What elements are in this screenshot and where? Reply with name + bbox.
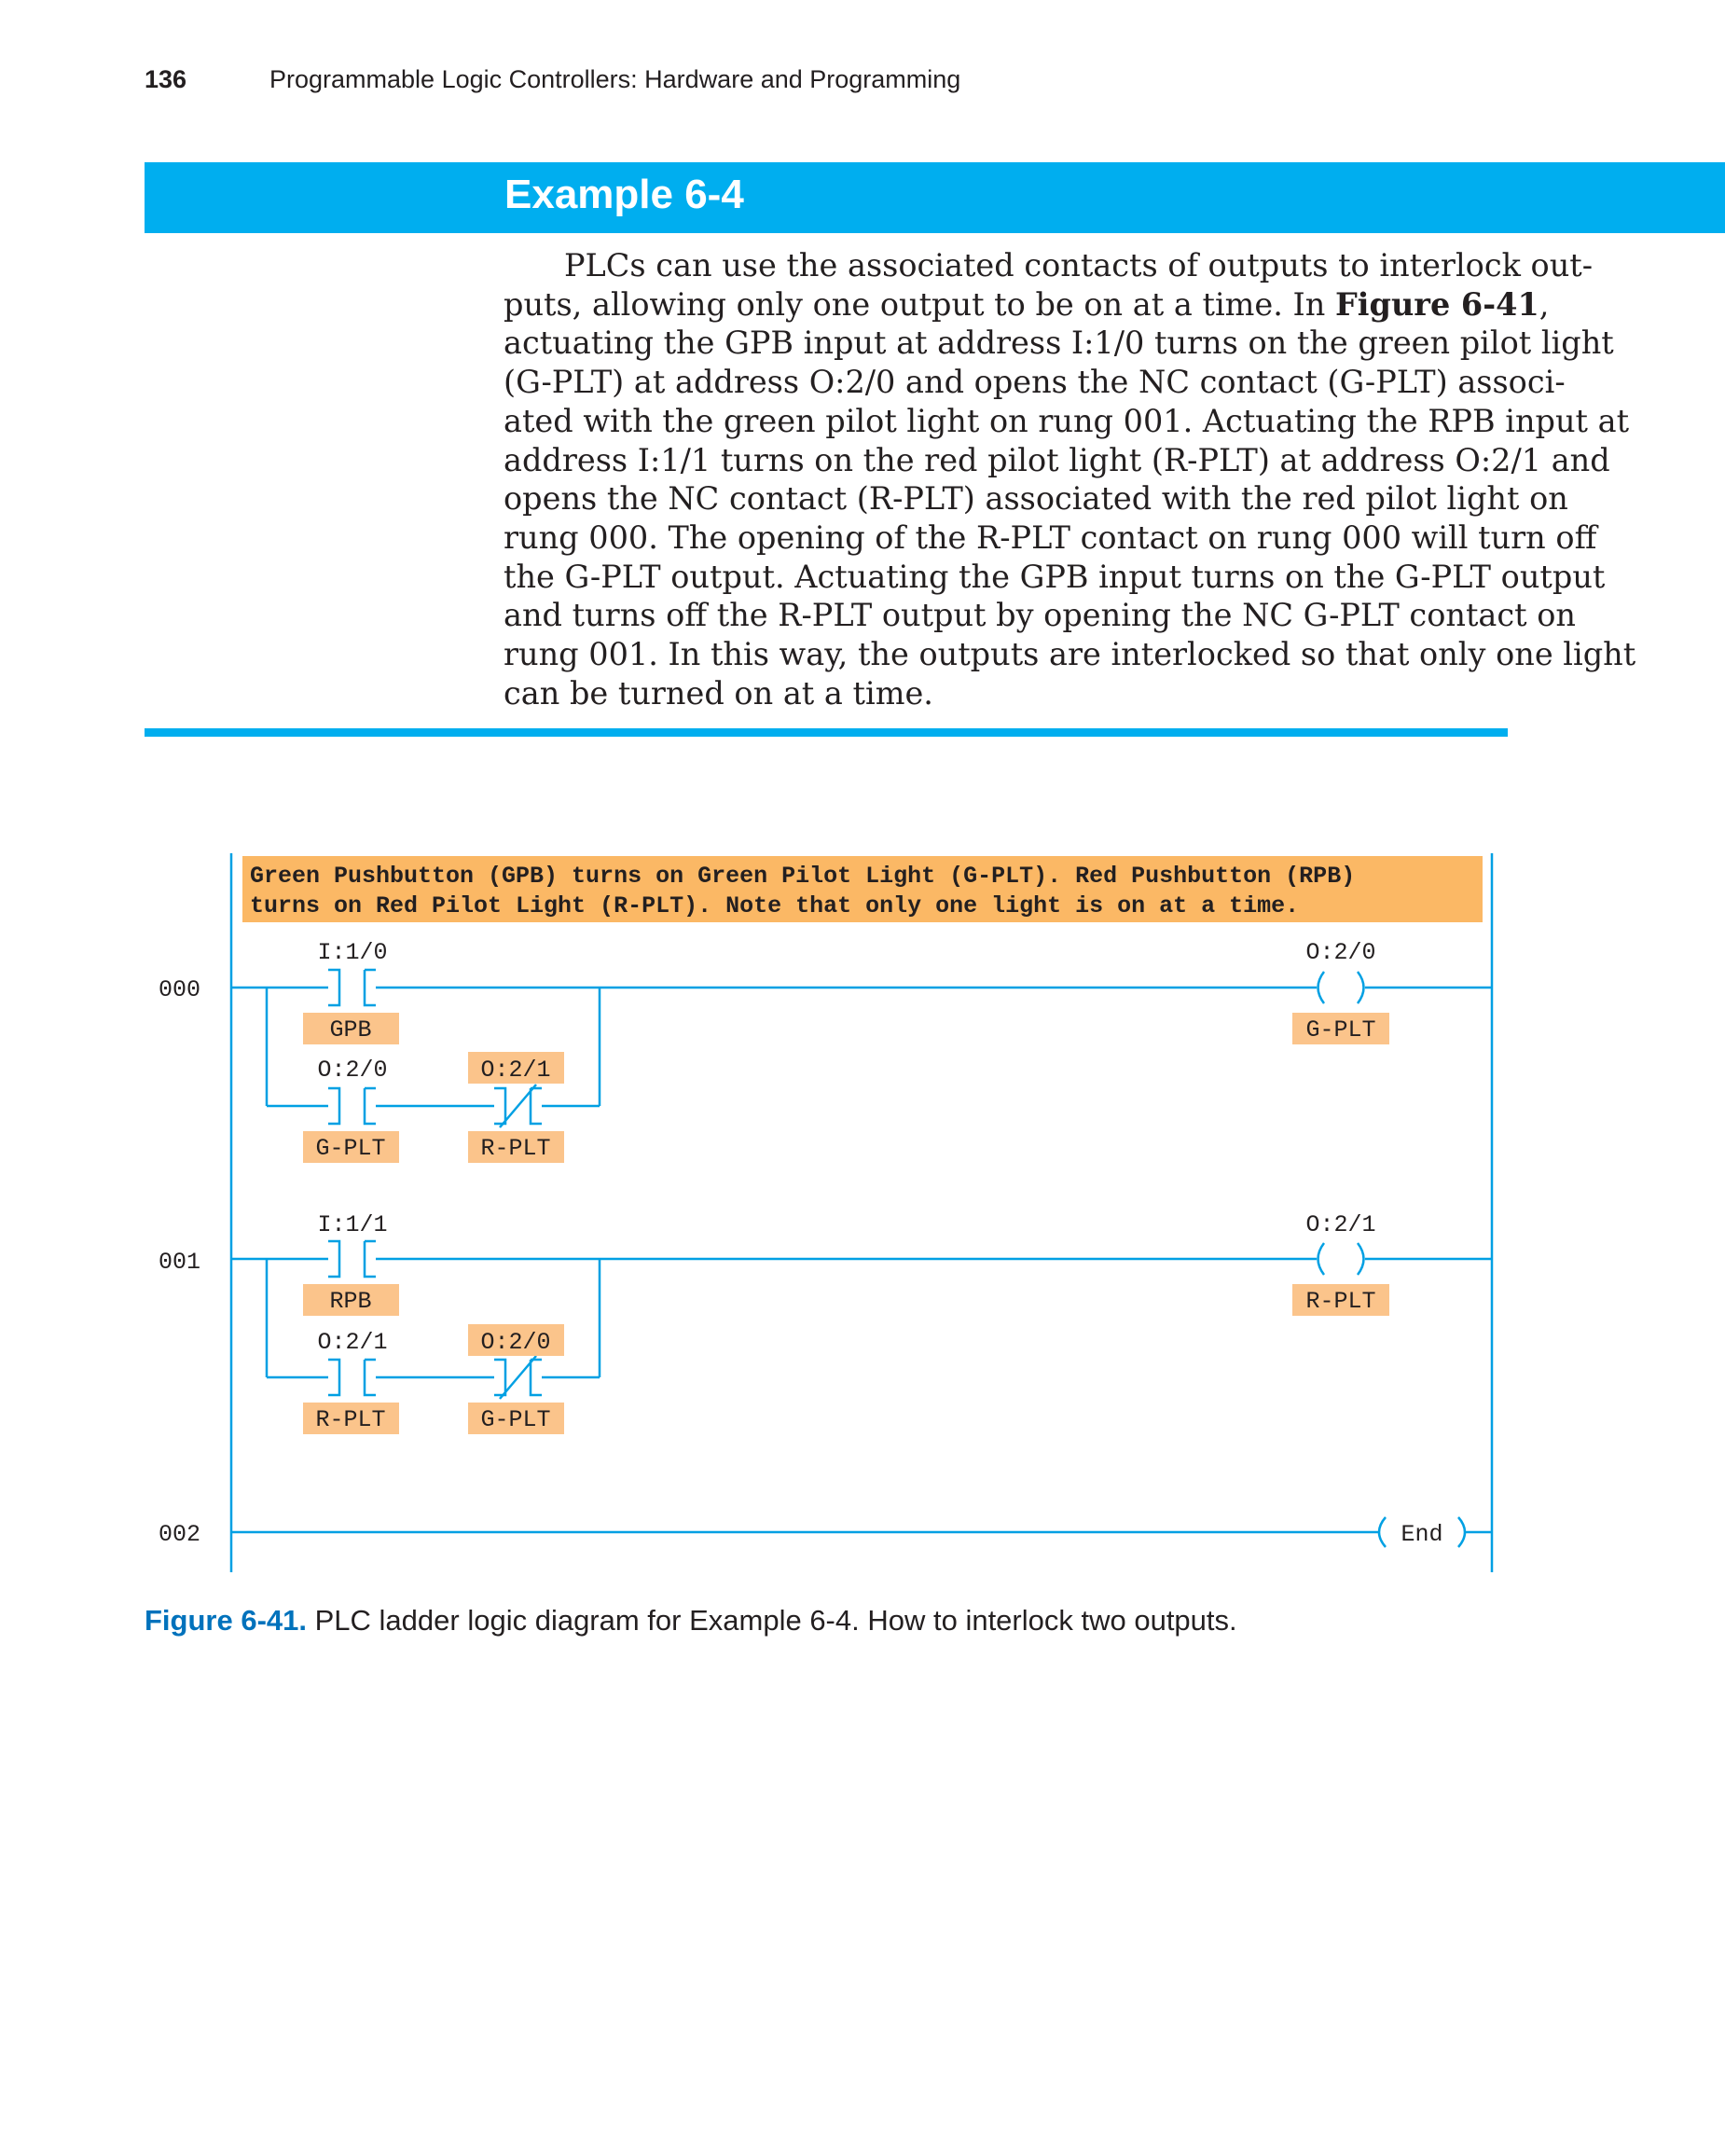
contact-tag: RPB: [329, 1288, 372, 1315]
contact-address: O:2/0: [317, 1057, 388, 1084]
paragraph-line: puts, allowing only one output to be on at a time. In Figure 6-41,: [504, 285, 1550, 323]
contact-no-g-plt: [303, 1057, 399, 1163]
coil-tag: G-PLT: [1305, 1016, 1376, 1043]
paragraph-line: ated with the green pilot light on rung 001. Actuating the RPB input at: [504, 402, 1630, 439]
figure-label: Figure 6-41.: [145, 1604, 307, 1637]
paragraph-line: and turns off the R-PLT output by opening the NC G-PLT contact on: [504, 597, 1576, 634]
contact-tag: G-PLT: [315, 1135, 386, 1162]
coil-r-plt: [1292, 1211, 1389, 1316]
contact-address: O:2/1: [317, 1329, 388, 1356]
contact-address: I:1/0: [317, 939, 388, 966]
rung-001: [159, 1211, 1492, 1434]
rung-number: 002: [159, 1521, 201, 1548]
rung-number: 000: [159, 976, 201, 1003]
paragraph-line: the G-PLT output. Actuating the GPB input turns on the G-PLT output: [504, 558, 1606, 595]
contact-address: O:2/0: [480, 1329, 551, 1356]
paragraph-line: address I:1/1 turns on the red pilot light (R-PLT) at address O:2/1 and: [504, 441, 1610, 478]
rung-comment-line-2: turns on Red Pilot Light (R-PLT). Note that only one light is on at a time.: [250, 892, 1300, 919]
contact-nc-g-plt: [468, 1324, 564, 1434]
contact-tag: G-PLT: [480, 1406, 551, 1433]
contact-no-r-plt: [303, 1329, 399, 1434]
coil-address: O:2/1: [1305, 1211, 1376, 1238]
running-title: Programmable Logic Controllers: Hardware and Programming: [269, 65, 961, 93]
figure-caption: [145, 1604, 1237, 1638]
end-instruction: [1379, 1517, 1465, 1548]
page-number: 136: [145, 65, 187, 93]
contact-nc-r-plt: [468, 1052, 564, 1163]
example-title: Example 6-4: [504, 172, 744, 217]
contact-no-gpb: [303, 939, 399, 1044]
rung-002: [159, 1517, 1492, 1548]
rung-000: [159, 939, 1492, 1163]
figure-reference: Figure 6-41: [1335, 285, 1539, 323]
coil-tag: R-PLT: [1305, 1288, 1376, 1315]
caption-text: PLC ladder logic diagram for Example 6-4. How to interlock two outputs.: [314, 1604, 1237, 1637]
paragraph-line: (G-PLT) at address O:2/0 and opens the NC contact (G-PLT) associ-: [504, 364, 1566, 401]
paragraph-line: actuating the GPB input at address I:1/0 turns on the green pilot light: [504, 325, 1614, 362]
paragraph-line: opens the NC contact (R-PLT) associated with the red pilot light on: [504, 480, 1568, 518]
contact-tag: R-PLT: [315, 1406, 386, 1433]
paragraph-line: can be turned on at a time.: [504, 674, 933, 712]
paragraph-line: rung 000. The opening of the R-PLT contact on rung 000 will turn off: [504, 518, 1597, 556]
coil-g-plt: [1292, 939, 1389, 1044]
paragraph-line: PLCs can use the associated contacts of outputs to interlock out-: [564, 247, 1594, 283]
rung-comment-line-1: Green Pushbutton (GPB) turns on Green Pilot Light (G-PLT). Red Pushbutton (RPB): [250, 863, 1356, 890]
rung-number: 001: [159, 1249, 201, 1276]
coil-address: O:2/0: [1305, 939, 1376, 966]
contact-no-rpb: [303, 1211, 399, 1316]
contact-tag: GPB: [329, 1016, 372, 1043]
end-label: End: [1401, 1521, 1443, 1548]
paragraph-line: rung 001. In this way, the outputs are interlocked so that only one light: [504, 636, 1636, 673]
contact-address: I:1/1: [317, 1211, 388, 1238]
contact-address: O:2/1: [480, 1057, 551, 1084]
contact-tag: R-PLT: [480, 1135, 551, 1162]
